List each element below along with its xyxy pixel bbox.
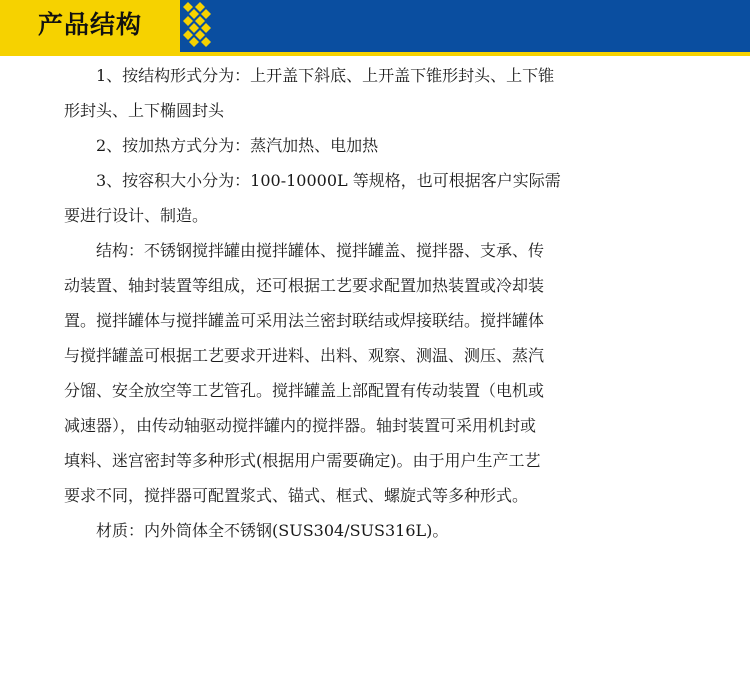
text-line: 结构：不锈钢搅拌罐由搅拌罐体、搅拌罐盖、搅拌器、支承、传 bbox=[96, 241, 545, 260]
paragraph-structure-types bbox=[64, 58, 654, 128]
text-line: 材质：内外筒体全不锈钢(SUS304/SUS316L)。 bbox=[96, 521, 449, 540]
text-line: 要进行设计、制造。 bbox=[64, 206, 209, 225]
header-underline bbox=[0, 52, 750, 56]
text-line: 分馏、安全放空等工艺管孔。搅拌罐盖上部配置有传动装置（电机或 bbox=[64, 381, 545, 400]
text-line: 与搅拌罐盖可根据工艺要求开进料、出料、观察、测温、测压、蒸汽 bbox=[64, 346, 545, 365]
paragraph-structure-description bbox=[64, 233, 654, 513]
paragraph-heating-types bbox=[64, 128, 654, 163]
text-line: 填料、迷宫密封等多种形式(根据用户需要确定)。由于用户生产工艺 bbox=[64, 451, 541, 470]
paragraph-volume-types bbox=[64, 163, 654, 233]
header-title: 产品结构 bbox=[38, 10, 143, 39]
text-line: 3、按容积大小分为：100-10000L 等规格，也可根据客户实际需 bbox=[96, 171, 561, 190]
text-line: 置。搅拌罐体与搅拌罐盖可采用法兰密封联结或焊接联结。搅拌罐体 bbox=[64, 311, 545, 330]
text-line: 要求不同，搅拌器可配置浆式、锚式、框式、螺旋式等多种形式。 bbox=[64, 486, 529, 505]
paragraph-material bbox=[64, 513, 654, 548]
text-line: 1、按结构形式分为：上开盖下斜底、上开盖下锥形封头、上下锥 bbox=[96, 66, 555, 85]
section-header bbox=[0, 0, 750, 52]
content-body bbox=[64, 58, 654, 548]
text-line: 减速器），由传动轴驱动搅拌罐内的搅拌器。轴封装置可采用机封或 bbox=[64, 416, 537, 435]
text-line: 动装置、轴封装置等组成，还可根据工艺要求配置加热装置或冷却装 bbox=[64, 276, 545, 295]
header-blue-band bbox=[196, 0, 750, 52]
text-line: 形封头、上下椭圆封头 bbox=[64, 101, 225, 120]
diamond-pattern-icon bbox=[180, 0, 214, 52]
text-line: 2、按加热方式分为：蒸汽加热、电加热 bbox=[96, 136, 379, 155]
